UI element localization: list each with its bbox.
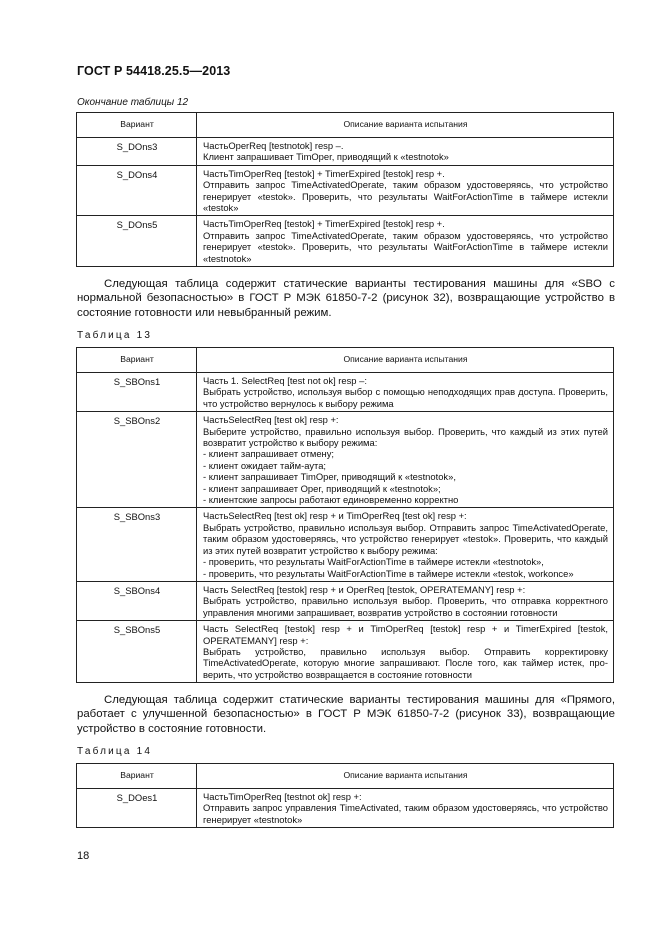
description-line: Выбрать устройство, правильно используя выбор. Отправить корректировку TimeActivatedOperate, которую многие запрашивают. После того, как таймер истек, проверить, что устройство возвращается в состояние готовности [203,645,608,680]
description-line: - клиент ожидает тайм-аута; [203,459,327,471]
document-header: ГОСТ Р 54418.25.5—2013 [77,64,231,78]
page-number: 18 [77,850,90,862]
table-row [77,508,614,581]
paragraph-direct-enhanced: Следующая таблица содержит статические варианты тестирования машины для «Прямого, работает с улучшенной безопасностью» в ГОСТ Р МЭК 61850-7-2 (рисунок 33), возвращающие устройство в состояние готовности. [77,694,615,735]
table12-caption: Окончание таблицы 12 [77,97,189,108]
column-header-description: Описание варианта испытания [197,113,614,138]
description-cell [197,165,614,216]
table-row [77,412,614,508]
description-line: ЧастьSelectReq [test ok] resp + и TimOperReq [test ok] resp +: [203,510,467,522]
description-line: - проверить, что результаты WaitForActionTime в таймере истекли «testok, workonce» [203,567,574,579]
variant-cell: S_DOns4 [77,165,197,216]
description-cell [197,789,614,828]
table-row [77,138,614,166]
description-cell [197,621,614,683]
column-header-variant: Вариант [77,113,197,138]
description-line: Выбрать устройство, используя выбор с помощью неподходящих прав доступа. Проверить, что устройство вернулось к выбору режима [203,386,608,409]
description-cell [197,373,614,412]
column-header-description: Описание варианта испытания [197,764,614,789]
variant-cell: S_SBOns4 [77,581,197,620]
description-line: Выберите устройство, правильно используя выбор. Проверить, что каждый из этих путей возвратит устройство к выбору режима: [203,425,608,449]
variant-cell: S_DOns3 [77,138,197,166]
description-line: ЧастьSelectReq [test ok] resp +: [203,414,339,426]
column-header-description: Описание варианта испытания [197,348,614,373]
table-13 [76,347,614,683]
variant-cell: S_DOes1 [77,789,197,828]
table-row [77,581,614,620]
table-row [77,789,614,828]
description-line: - клиентские запросы работают единовременно корректно [203,494,459,506]
paragraph-sbo-normal: Следующая таблица содержит статические варианты тестирования машины для «SBO с нормальной безопасностью» в ГОСТ Р МЭК 61850-7-2 (рисунок 32), возвращающие устройство в состояние готовности или невыбранный режим. [77,278,615,319]
table-14 [76,763,614,828]
description-line: Часть SelectReq [testok] resp + и TimOperReq [testok] resp + и TimerExpired [testok, OPERATEMANY] resp +: [203,623,608,646]
table-12 [76,112,614,267]
description-line: - проверить, что результаты WaitForActionTime в таймере истекли «testnotok», [203,556,544,568]
variant-cell: S_SBOns5 [77,621,197,683]
table13-caption: Таблица 13 [77,330,153,341]
column-header-variant: Вариант [77,764,197,789]
description-cell [197,138,614,166]
description-line: Выбрать устройство, правильно используя выбор. Отправить запрос TimeActivatedOperate, таким образом удостоверяясь, что устройство генерирует «testok». Проверить, что каждый из этих путей возвратит устройство к выбору режима: [203,521,608,556]
column-header-variant: Вариант [77,348,197,373]
description-line: Клиент запрашивает TimOper, приводящий к «testnotok» [203,151,449,163]
table-row [77,165,614,216]
description-cell [197,216,614,267]
description-cell [197,508,614,581]
description-line: - клиент запрашивает TimOper, приводящий к «testnotok», [203,471,456,483]
description-line: Часть SelectReq [testok] resp + и OperReq [testok, OPERATEMANY] resp +: [203,583,526,595]
description-cell [197,581,614,620]
description-line: ЧастьTimOperReq [testok] + TimerExpired [testok] resp +. [203,218,445,230]
description-line: ЧастьOperReq [testnotok] resp –. [203,140,344,151]
description-line: ЧастьTimOperReq [testok] + TimerExpired [testok] resp +. [203,167,445,179]
table14-caption: Таблица 14 [77,746,153,757]
description-line: Выбрать устройство, правильно используя выбор. Проверить, что отправка корректного управления многими запрашивает, возвратив устройство в состоянии готовности [203,595,608,618]
table-row [77,216,614,267]
description-cell [197,412,614,508]
description-line: - клиент запрашивает отмену; [203,448,335,460]
variant-cell: S_SBOns2 [77,412,197,508]
table-row [77,621,614,683]
description-line: Часть 1. SelectReq [test not ok] resp –: [203,375,367,386]
description-line: - клиент запрашивает Oper, приводящий к «testnotok»; [203,482,441,494]
description-line: Отправить запрос TimeActivatedOperate, таким образом удостоверяясь, что устройство генерирует «testok». Проверить, что результаты WaitForActionTime в таймере истекли «testok» [203,179,608,214]
description-line: Отправить запрос управления TimeActivated, таким образом удостоверяясь, что устройство генерирует «testnotok» [203,802,608,825]
variant-cell: S_SBOns1 [77,373,197,412]
variant-cell: S_DOns5 [77,216,197,267]
variant-cell: S_SBOns3 [77,508,197,581]
description-line: Отправить запрос TimeActivatedOperate, таким образом удостоверяясь, что устройство генерирует «testok». Проверить, что результаты WaitForActionTime в таймере истекли «testnotok» [203,229,608,264]
table-row [77,373,614,412]
description-line: ЧастьTimOperReq [testnot ok] resp +: [203,791,362,802]
